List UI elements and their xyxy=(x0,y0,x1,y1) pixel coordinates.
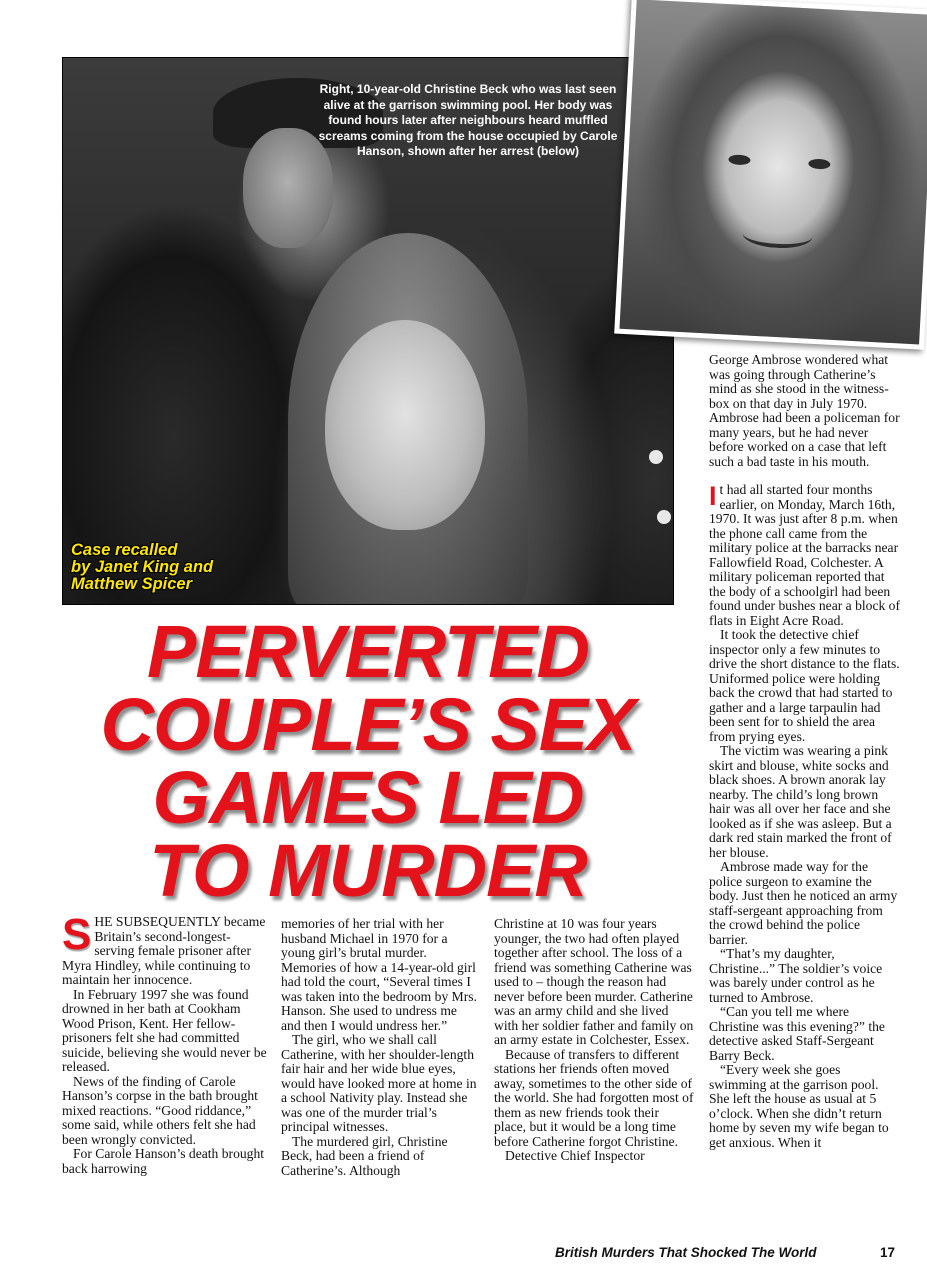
paragraph: Because of transfers to different stations her friends often moved away, sometimes to the other side of the world. She had forgotten most of them as new friends took their place, but it would be a long time before Catherine forgot Christine. xyxy=(494,1046,694,1149)
article-column-2 xyxy=(281,917,479,1178)
paragraph: George Ambrose wondered what was going through Catherine’s mind as she stood in the witness-box on that day in July 1970. Ambrose had been a policeman for many years, but he had never before worked on a case that left such a bad taste in his mouth. xyxy=(709,352,900,469)
headline xyxy=(62,610,674,912)
headline-line: GAMES LED xyxy=(152,756,584,839)
headline-line: COUPLE’S SEX xyxy=(100,683,636,766)
paragraph: It took the detective chief inspector only a few minutes to drive the short distance to the flats. Uniformed police were holding back the crowd that had started to gather and a large tarpaulin had been sent for to shield the area from prying eyes. xyxy=(709,627,900,744)
paragraph: Christine at 10 was four years younger, the two had often played together after school. The loss of a friend was something Catherine was used to – though the reason had never before been murder. Catherine was an army child and she lived with her soldier father and family on an army estate in Colchester, Essex. xyxy=(494,916,694,1047)
page-number: 17 xyxy=(879,1245,895,1260)
article-column-3 xyxy=(494,917,694,1164)
inset-photo xyxy=(614,0,927,350)
drop-cap: I xyxy=(709,481,717,511)
inset-photo-image xyxy=(619,0,927,345)
drop-cap: S xyxy=(62,910,92,959)
article-column-4 xyxy=(709,353,901,1150)
photo-caption: Right, 10-year-old Christine Beck who was last seen alive at the garrison swimming pool. Her body was found hours later after neighbours heard muffled screams coming from the house occupied by Carole Hanson, shown after her arrest (below) xyxy=(318,82,618,158)
paragraph-text: became Britain’s second-longest-serving female prisoner after Myra Hindley, while continuing to maintain her innocence. xyxy=(62,914,266,987)
girl-eye xyxy=(808,158,830,169)
girl-mouth xyxy=(742,220,813,250)
article-column-1 xyxy=(62,910,268,1176)
paragraph: The murdered girl, Christine Beck, had been a friend of Catherine’s. Although xyxy=(281,1133,448,1178)
girl-eye xyxy=(728,154,750,165)
paragraph: In February 1997 she was found drowned in her bath at Cookham Wood Prison, Kent. Her fellow-prisoners felt she had committed suicide, believing she would never be released. xyxy=(62,986,267,1074)
headline-line: PERVERTED xyxy=(147,610,589,693)
paragraph: “Can you tell me where Christine was this evening?” the detective asked Staff-Sergeant Barry Beck. xyxy=(709,1004,885,1063)
paragraph: The victim was wearing a pink skirt and blouse, white socks and black shoes. A brown anorak lay nearby. The child’s long brown hair was all over her face and she looked as if she was asleep. But a dark red stain marked the front of her blouse. xyxy=(709,743,892,860)
page-footer xyxy=(555,1245,895,1260)
uniform-button xyxy=(649,450,663,464)
paragraph: The girl, who we shall call Catherine, with her shoulder-length fair hair and her wide blue eyes, would have looked more at home in a school Nativity play. Instead she was one of the murder trial’s principal witnesses. xyxy=(281,1032,477,1134)
paragraph xyxy=(62,910,268,988)
headline-line: TO MURDER xyxy=(149,829,587,912)
woman-face xyxy=(325,320,485,530)
publication-title: British Murders That Shocked The World xyxy=(555,1245,817,1260)
byline-line: Case recalled xyxy=(71,541,178,559)
paragraph: News of the finding of Carole Hanson’s corpse in the bath brought mixed reactions. “Good riddance,” some said, while others felt she had been wrongly convicted. xyxy=(62,1073,258,1147)
paragraph: For Carole Hanson’s death brought back harrowing xyxy=(62,1146,265,1176)
paragraph-text: t had all started four months earlier, on Monday, March 16th, 1970. It was just after 8 p.m. when the phone call came from the military police at the barracks near Fallowfield Road, Colchester. A military policeman reported that the body of a schoolgirl had been found under bushes near a block of flats in Eight Acre Road. xyxy=(709,482,901,628)
main-photo xyxy=(62,57,674,605)
paragraph: “That’s my daughter, Christine...” The soldier’s voice was barely under control as he turned to Ambrose. xyxy=(709,946,883,1005)
byline-line: Matthew Spicer xyxy=(71,575,193,593)
paragraph: Detective Chief Inspector xyxy=(505,1148,645,1163)
byline-line: by Janet King and xyxy=(71,558,214,576)
paragraph: memories of her trial with her husband Michael in 1970 for a young girl’s brutal murder. Memories of how a 14-year-old girl had told the court, “Several times I was taken into the bedroom by Mrs. Hanson. She used to undress me and then I would undress her.” xyxy=(281,916,477,1033)
uniform-button xyxy=(657,510,671,524)
paragraph: “Every week she goes swimming at the garrison pool. She left the house as usual at 5 o’clock. When she didn’t return home by seven my wife began to get anxious. When it xyxy=(709,1062,889,1150)
paragraph: Ambrose made way for the police surgeon to examine the body. Just then he noticed an army staff-sergeant approaching from the crowd behind the police barrier. xyxy=(709,859,898,947)
lead-in: HE SUBSEQUENTLY xyxy=(94,914,221,929)
byline xyxy=(71,542,331,593)
paragraph xyxy=(709,483,901,628)
